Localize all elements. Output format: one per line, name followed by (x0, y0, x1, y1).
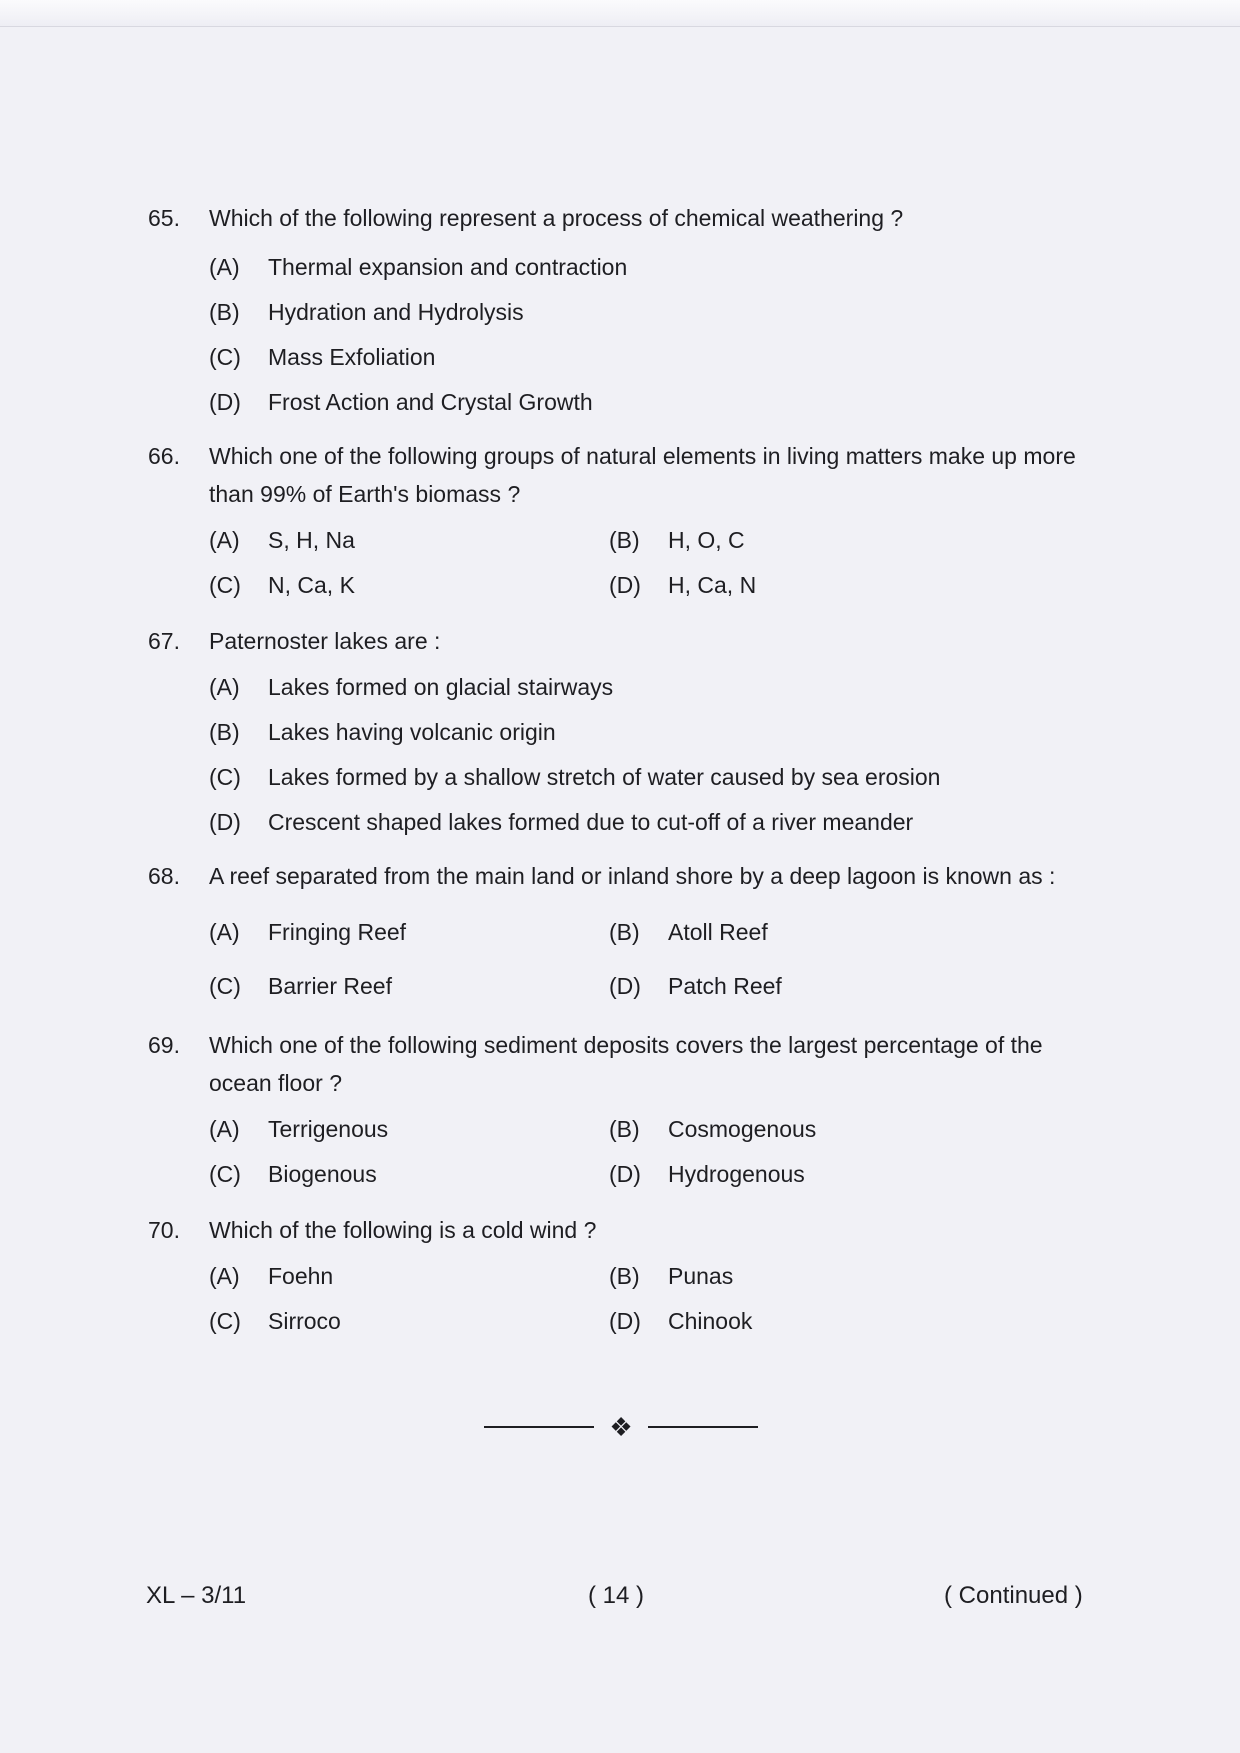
separator-line-right (648, 1426, 758, 1428)
question-70 (148, 1211, 1108, 1343)
question-number: 65. (148, 205, 180, 231)
question-number: 69. (148, 1032, 180, 1058)
question-text: A reef separated from the main land or inland shore by a deep lagoon is known as : (209, 863, 1056, 889)
option-a: (A) S, H, Na (209, 526, 355, 553)
option-d: (D) Hydrogenous (609, 1160, 805, 1187)
option-b: (B) Cosmogenous (609, 1115, 817, 1142)
question-number: 68. (148, 863, 180, 889)
continued-note: ( Continued ) (944, 1582, 1083, 1609)
end-separator (484, 1412, 758, 1442)
option-d: (D) Patch Reef (609, 973, 782, 999)
question-text: Which one of the following sediment deposits covers the largest percentage of the ocean floor ? (209, 1032, 1043, 1096)
question-68 (148, 857, 1108, 1013)
option-d: (D) H, Ca, N (609, 571, 757, 598)
question-text: Which of the following represent a process of chemical weathering ? (209, 205, 904, 231)
option-a: (A) Fringing Reef (209, 919, 407, 945)
option-c: (C) Lakes formed by a shallow stretch of water caused by sea erosion (209, 763, 941, 790)
four-diamond-ornament-icon: ❖ (609, 1412, 633, 1442)
question-number: 67. (148, 628, 180, 654)
option-b: (B) Punas (609, 1262, 734, 1289)
question-text: Which one of the following groups of natural elements in living matters make up more than 99% of Earth's biomass ? (209, 443, 1076, 507)
option-c: (C) Biogenous (209, 1160, 377, 1187)
question-66 (148, 437, 1108, 607)
question-65 (148, 199, 1108, 424)
option-b: (B) Hydration and Hydrolysis (209, 298, 524, 325)
option-d: (D) Chinook (609, 1307, 753, 1334)
paper-code: XL – 3/11 (146, 1582, 247, 1609)
page-number: ( 14 ) (588, 1582, 645, 1609)
question-number: 66. (148, 443, 180, 469)
option-d: (D) Frost Action and Crystal Growth (209, 388, 593, 415)
question-69 (148, 1026, 1108, 1196)
question-number: 70. (148, 1217, 180, 1243)
option-a: (A) Terrigenous (209, 1115, 389, 1142)
option-c: (C) Barrier Reef (209, 973, 392, 999)
option-c: (C) N, Ca, K (209, 571, 355, 598)
option-d: (D) Crescent shaped lakes formed due to cut-off of a river meander (209, 808, 914, 835)
option-b: (B) Atoll Reef (609, 919, 768, 945)
option-a: (A) Lakes formed on glacial stairways (209, 673, 614, 700)
option-c: (C) Mass Exfoliation (209, 343, 436, 370)
option-b: (B) H, O, C (609, 526, 745, 553)
option-c: (C) Sirroco (209, 1307, 341, 1334)
option-a: (A) Thermal expansion and contraction (209, 253, 628, 280)
question-67 (148, 622, 1108, 844)
option-b: (B) Lakes having volcanic origin (209, 718, 556, 745)
question-text: Which of the following is a cold wind ? (209, 1217, 597, 1243)
option-a: (A) Foehn (209, 1262, 334, 1289)
question-text: Paternoster lakes are : (209, 628, 441, 654)
separator-line-left (484, 1426, 594, 1428)
